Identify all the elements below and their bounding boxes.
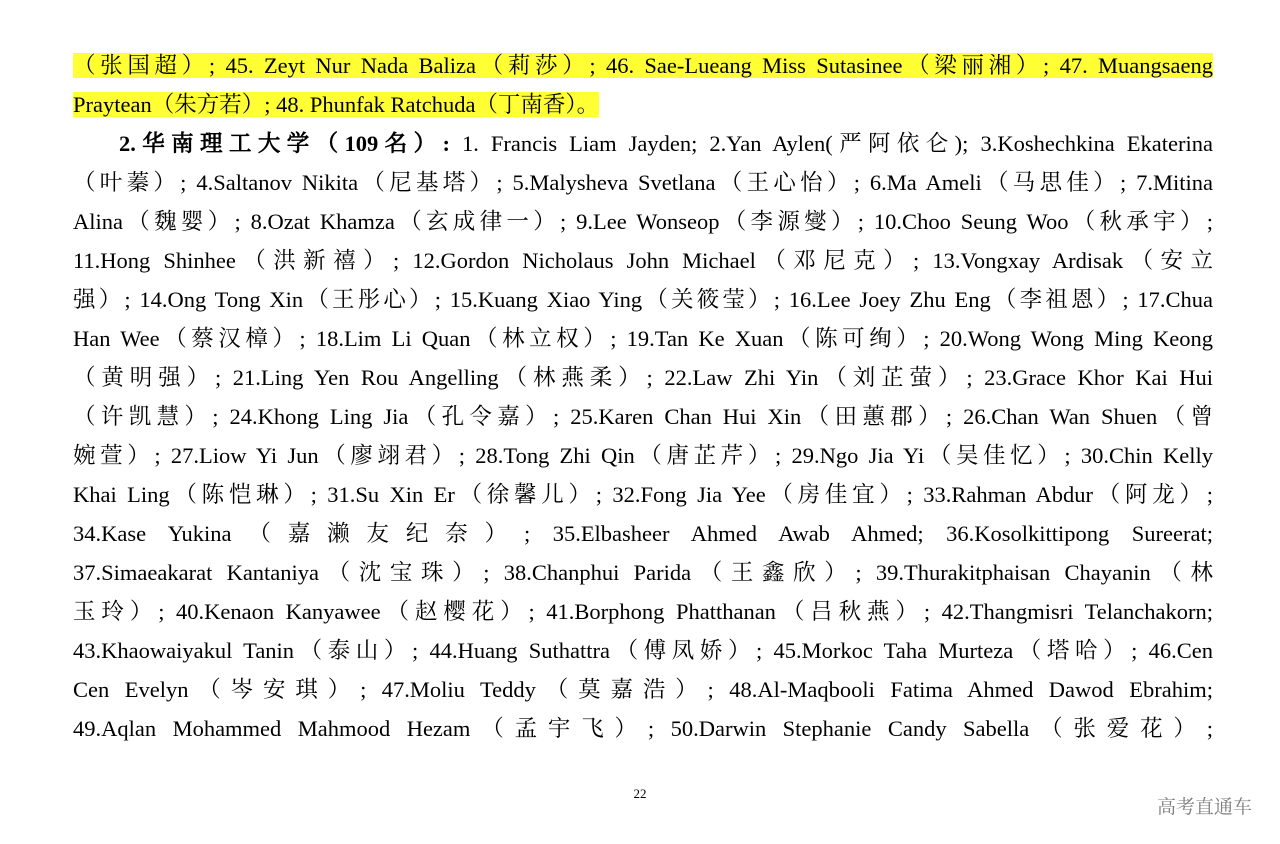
section-heading-line (73, 124, 1213, 163)
watermark-text: 高考直通车 (1156, 796, 1252, 818)
text-line-14: 37.Simaeakarat Kantaniya（沈宝珠）; 38.Chanphui Parida（王鑫欣）; 39.Thurakitphaisan Chayanin（林 (73, 560, 1213, 585)
highlighted-text: Praytean（朱方若）; 48. Phunfak Ratchuda（丁南香）。 (73, 92, 600, 117)
text-line-13: 34.Kase Yukina（嘉濑友纪奈）; 35.Elbasheer Ahmed Awab Ahmed; 36.Kosolkittipong Sureerat; (73, 521, 1213, 546)
text-line-7: 强）; 14.Ong Tong Xin（王彤心）; 15.Kuang Xiao Ying（关筱莹）; 16.Lee Joey Zhu Eng（李祖恩）; 17.Chua (73, 287, 1213, 312)
text-line-16: 43.Khaowaiyakul Tanin（泰山）; 44.Huang Suthattra（傅凤娇）; 45.Morkoc Taha Murteza（塔哈）; 46.Cen (73, 638, 1213, 663)
text-line-6: 11.Hong Shinhee（洪新禧）; 12.Gordon Nicholaus John Michael（邓尼克）; 13.Vongxay Ardisak（安立 (73, 248, 1213, 273)
text-line-8: Han Wee（蔡汉樟）; 18.Lim Li Quan（林立权）; 19.Tan Ke Xuan（陈可绚）; 20.Wong Wong Ming Keong (73, 326, 1213, 351)
text-line-1 (73, 46, 1213, 85)
text-line-2 (73, 85, 1213, 124)
text-line-15: 玉玲）; 40.Kenaon Kanyawee（赵樱花）; 41.Borphong Phatthanan（吕秋燕）; 42.Thangmisri Telanchakorn; (73, 599, 1213, 624)
section-heading: 2.华南理工大学（109名）: (119, 131, 450, 156)
text-line-5: Alina（魏婴）; 8.Ozat Khamza（玄成律一）; 9.Lee Wonseop（李源燮）; 10.Choo Seung Woo（秋承宇）; (73, 209, 1213, 234)
highlighted-text: （张国超）; 45. Zeyt Nur Nada Baliza（莉莎）; 46. Sae-Lueang Miss Sutasinee（梁丽湘）; 47. Muangsaeng (73, 53, 1213, 78)
text-line-18: 49.Aqlan Mohammed Mahmood Hezam（孟宇飞）; 50.Darwin Stephanie Candy Sabella（张爱花）; (73, 716, 1213, 741)
text-line-9: （黄明强）; 21.Ling Yen Rou Angelling（林燕柔）; 22.Law Zhi Yin（刘芷萤）; 23.Grace Khor Kai Hui (73, 365, 1213, 390)
text-line-17: Cen Evelyn（岑安琪）; 47.Moliu Teddy（莫嘉浩）; 48.Al-Maqbooli Fatima Ahmed Dawod Ebrahim; (73, 677, 1213, 702)
text-line-12: Khai Ling（陈恺琳）; 31.Su Xin Er（徐馨儿）; 32.Fong Jia Yee（房佳宜）; 33.Rahman Abdur（阿龙）; (73, 482, 1213, 507)
document-body (73, 46, 1213, 748)
page-number: 22 (633, 786, 647, 801)
text-line-10: （许凯慧）; 24.Khong Ling Jia（孔令嘉）; 25.Karen Chan Hui Xin（田蕙郡）; 26.Chan Wan Shuen（曾 (73, 404, 1213, 429)
text-span: 1. Francis Liam Jayden; 2.Yan Aylen(严阿依仑); 3.Koshechkina Ekaterina (462, 131, 1214, 156)
text-line-4: （叶蓁）; 4.Saltanov Nikita（尼基塔）; 5.Malysheva Svetlana（王心怡）; 6.Ma Ameli（马思佳）; 7.Mitina (73, 170, 1213, 195)
text-line-11: 婉萱）; 27.Liow Yi Jun（廖翊君）; 28.Tong Zhi Qin（唐芷芹）; 29.Ngo Jia Yi（吴佳忆）; 30.Chin Kelly (73, 443, 1213, 468)
